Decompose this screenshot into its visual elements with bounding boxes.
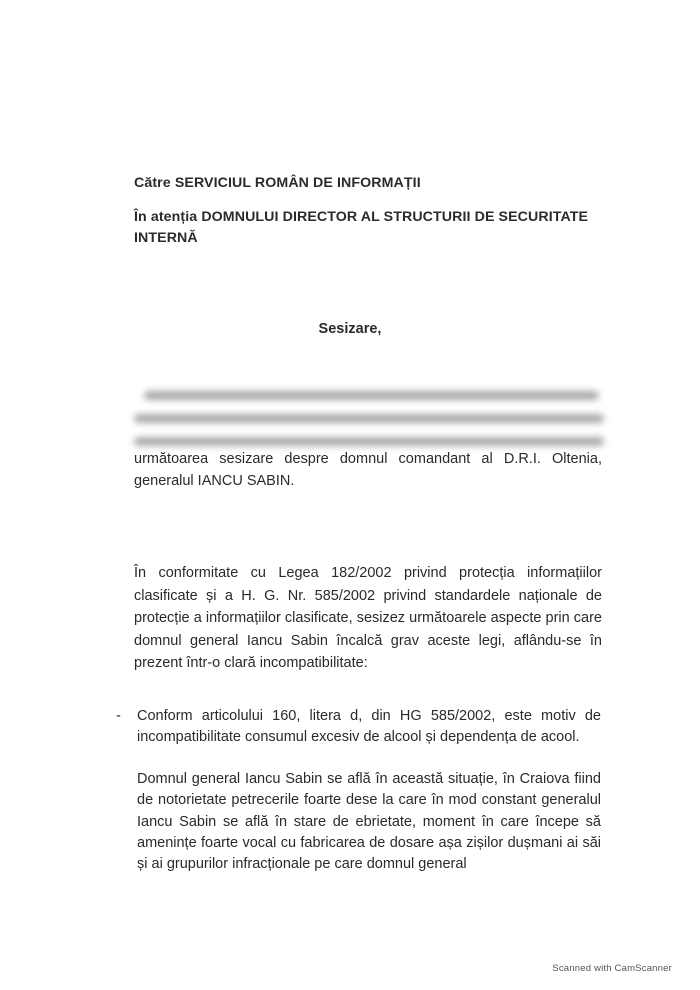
redacted-line — [134, 414, 604, 423]
redacted-line — [134, 437, 604, 446]
addressee-line: Către SERVICIUL ROMÂN DE INFORMAȚII — [134, 175, 421, 191]
scanner-watermark: Scanned with CamScanner — [552, 963, 672, 974]
intro-paragraph: următoarea sesizare despre domnul comandant al D.R.I. Oltenia, generalul IANCU SABIN. — [134, 451, 602, 489]
redacted-block — [134, 388, 604, 454]
list-item-text: Conform articolului 160, litera d, din HG 585/2002, este motiv de incompatibilitate consumul excesiv de alcool și dependența de acool. — [137, 708, 601, 745]
list-item-continuation: Domnul general Iancu Sabin se află în această situație, în Craiova fiind de notorietate petrecerile foarte dese la care în mod constant generalul Iancu Sabin se află în stare de ebrietate, moment în care începe să amenințe foarte vocal cu fabricarea de dosare așa zișilor dușmani ai săi și ai grupurilor infracționale pe care domnul general — [137, 771, 601, 873]
list-dash: - — [116, 708, 121, 724]
attention-line: În atenția DOMNULUI DIRECTOR AL STRUCTURII DE SECURITATE INTERNĂ — [134, 209, 589, 246]
redacted-line — [144, 391, 599, 400]
body-paragraph: În conformitate cu Legea 182/2002 privind protecția informațiilor clasificate și a H. G. Nr. 585/2002 privind standardele naționale de protecție a informațiilor clasificate, sesizez următoarele aspecte prin care domnul general Iancu Sabin încalcă grav aceste legi, aflându-se în prezent într-o clară incompatibilitate: — [134, 565, 602, 671]
document-title: Sesizare, — [318, 321, 382, 337]
